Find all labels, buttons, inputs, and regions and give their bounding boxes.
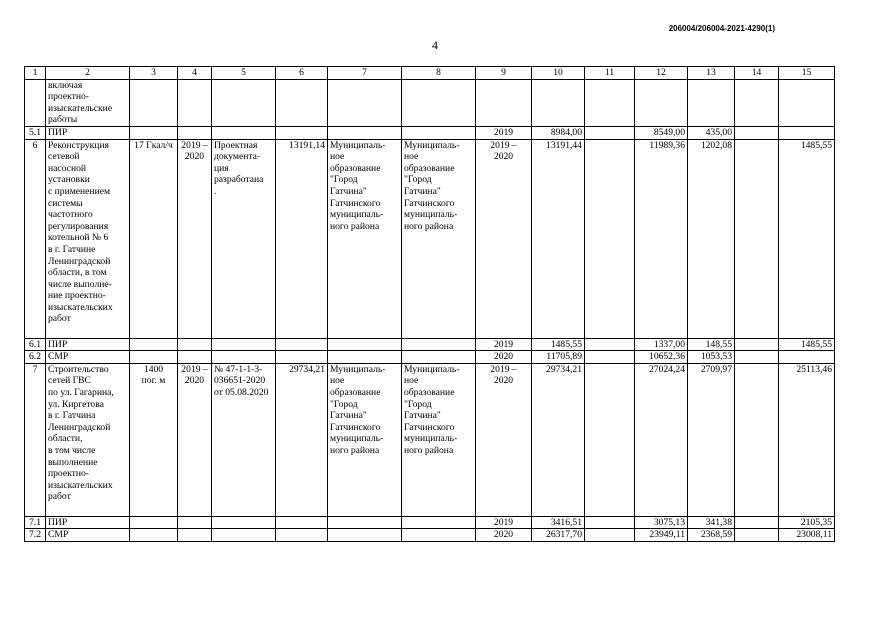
cell-col-11 — [585, 126, 635, 139]
cell-cost: 13191,14 — [276, 139, 328, 338]
cell-customer: Муниципаль- ное образование "Город Гатчина" Гатчинского муниципаль- ного района — [328, 139, 402, 338]
table-row — [25, 338, 835, 351]
cell-cost — [276, 516, 328, 529]
cell-col-11 — [585, 79, 635, 126]
cell-executor — [402, 529, 476, 542]
cell-row-number: 7.2 — [25, 529, 46, 542]
cell-col-11 — [585, 529, 635, 542]
cell-total: 13191,44 — [532, 139, 585, 338]
cell-customer — [328, 79, 402, 126]
cell-work-name: СМР — [46, 351, 130, 364]
cell-col-15: 1485,55 — [779, 139, 835, 338]
cell-customer — [328, 338, 402, 351]
cell-project-doc: Проектная документа- ция разработана . — [212, 139, 276, 338]
cell-work-name: ПИР — [46, 126, 130, 139]
cell-project-doc — [212, 126, 276, 139]
cell-capacity — [130, 351, 178, 364]
cell-period — [178, 126, 212, 139]
cell-year: 2019 – 2020 — [476, 139, 532, 338]
cell-work-name: ПИР — [46, 338, 130, 351]
cell-col-14 — [735, 516, 779, 529]
cell-col-11 — [585, 338, 635, 351]
cell-col-11 — [585, 351, 635, 364]
cell-project-doc — [212, 516, 276, 529]
cell-cost — [276, 351, 328, 364]
cell-col-13: 2368,59 — [688, 529, 735, 542]
cell-period: 2019 – 2020 — [178, 363, 212, 516]
cell-work-name: ПИР — [46, 516, 130, 529]
column-header-9: 9 — [476, 67, 532, 80]
cell-col-15 — [779, 126, 835, 139]
column-header-1: 1 — [25, 67, 46, 80]
cell-col-14 — [735, 126, 779, 139]
cell-project-doc — [212, 79, 276, 126]
column-header-6: 6 — [276, 67, 328, 80]
column-header-8: 8 — [402, 67, 476, 80]
cell-col-12: 11989,36 — [635, 139, 688, 338]
cell-col-12 — [635, 79, 688, 126]
table-row — [25, 351, 835, 364]
cell-period — [178, 529, 212, 542]
cell-executor — [402, 516, 476, 529]
cell-year: 2019 — [476, 338, 532, 351]
cell-col-13: 435,00 — [688, 126, 735, 139]
cell-col-13: 1202,08 — [688, 139, 735, 338]
cell-customer: Муниципаль- ное образование "Город Гатчина" Гатчинского муниципаль- ного района — [328, 363, 402, 516]
column-header-13: 13 — [688, 67, 735, 80]
column-header-15: 15 — [779, 67, 835, 80]
cell-project-doc — [212, 338, 276, 351]
cell-total: 29734,21 — [532, 363, 585, 516]
cell-capacity: 17 Гкал/ч — [130, 139, 178, 338]
cell-capacity — [130, 529, 178, 542]
column-header-14: 14 — [735, 67, 779, 80]
cell-total: 26317,70 — [532, 529, 585, 542]
cell-cost — [276, 529, 328, 542]
cell-col-13: 1053,53 — [688, 351, 735, 364]
cell-capacity — [130, 79, 178, 126]
cell-capacity: 1400 пог. м — [130, 363, 178, 516]
column-header-5: 5 — [212, 67, 276, 80]
cell-col-12: 23949,11 — [635, 529, 688, 542]
cell-period — [178, 79, 212, 126]
cell-row-number — [25, 79, 46, 126]
cell-col-12: 10652,36 — [635, 351, 688, 364]
cell-col-11 — [585, 139, 635, 338]
cell-year: 2020 — [476, 529, 532, 542]
cell-col-11 — [585, 516, 635, 529]
cell-period — [178, 351, 212, 364]
cell-work-name: Реконструкция сетевой насосной установки с применением системы частотного регулирования котельной № 6 в г. Гатчине Ленинградской области, в том числе выполне- ние проектно- изыскательских работ — [46, 139, 130, 338]
cell-col-12: 3075,13 — [635, 516, 688, 529]
investment-table — [24, 66, 835, 542]
cell-total: 8984,00 — [532, 126, 585, 139]
cell-col-14 — [735, 139, 779, 338]
column-header-2: 2 — [46, 67, 130, 80]
cell-col-14 — [735, 529, 779, 542]
cell-executor: Муниципаль- ное образование "Город Гатчина" Гатчинского муниципаль- ного района — [402, 363, 476, 516]
cell-col-15 — [779, 351, 835, 364]
cell-col-15 — [779, 79, 835, 126]
cell-cost — [276, 126, 328, 139]
cell-year: 2019 — [476, 516, 532, 529]
cell-period: 2019 – 2020 — [178, 139, 212, 338]
cell-executor — [402, 351, 476, 364]
table-row — [25, 516, 835, 529]
table-row — [25, 79, 835, 126]
cell-col-15: 1485,55 — [779, 338, 835, 351]
cell-cost — [276, 338, 328, 351]
column-header-4: 4 — [178, 67, 212, 80]
column-header-12: 12 — [635, 67, 688, 80]
cell-project-doc — [212, 351, 276, 364]
cell-project-doc — [212, 529, 276, 542]
cell-year: 2020 — [476, 351, 532, 364]
cell-col-11 — [585, 363, 635, 516]
cell-customer — [328, 351, 402, 364]
table-row — [25, 139, 835, 338]
column-header-7: 7 — [328, 67, 402, 80]
cell-total: 11705,89 — [532, 351, 585, 364]
page-number: 4 — [432, 38, 438, 52]
cell-executor — [402, 126, 476, 139]
cell-row-number: 7 — [25, 363, 46, 516]
cell-row-number: 6 — [25, 139, 46, 338]
cell-customer — [328, 529, 402, 542]
cell-col-15: 25113,46 — [779, 363, 835, 516]
cell-row-number: 6.1 — [25, 338, 46, 351]
cell-project-doc: № 47-1-1-3- 036651-2020 от 05.08.2020 — [212, 363, 276, 516]
cell-executor: Муниципаль- ное образование "Город Гатчина" Гатчинского муниципаль- ного района — [402, 139, 476, 338]
cell-capacity — [130, 126, 178, 139]
cell-col-15: 23008,11 — [779, 529, 835, 542]
cell-work-name: Строительство сетей ГВС по ул. Гагарина, ул. Киргетова в г. Гатчина Ленинградской области, в том числе выполнение проектно- изыскательских работ — [46, 363, 130, 516]
column-header-10: 10 — [532, 67, 585, 80]
column-header-3: 3 — [130, 67, 178, 80]
cell-col-12: 8549,00 — [635, 126, 688, 139]
cell-col-14 — [735, 338, 779, 351]
cell-cost: 29734,21 — [276, 363, 328, 516]
cell-period — [178, 516, 212, 529]
cell-col-13 — [688, 79, 735, 126]
cell-col-15: 2105,35 — [779, 516, 835, 529]
cell-total: 1485,55 — [532, 338, 585, 351]
cell-col-14 — [735, 351, 779, 364]
header-row — [25, 67, 835, 80]
table-row — [25, 126, 835, 139]
cell-work-name: СМР — [46, 529, 130, 542]
cell-customer — [328, 516, 402, 529]
cell-row-number: 7.1 — [25, 516, 46, 529]
cell-total — [532, 79, 585, 126]
cell-col-13: 148,55 — [688, 338, 735, 351]
cell-row-number: 6.2 — [25, 351, 46, 364]
cell-col-13: 341,38 — [688, 516, 735, 529]
cell-year: 2019 – 2020 — [476, 363, 532, 516]
cell-period — [178, 338, 212, 351]
cell-executor — [402, 79, 476, 126]
cell-year — [476, 79, 532, 126]
document-code: 206004/206004-2021-4290(1) — [668, 24, 775, 33]
cell-col-13: 2709,97 — [688, 363, 735, 516]
cell-col-12: 27024,24 — [635, 363, 688, 516]
cell-capacity — [130, 338, 178, 351]
cell-col-12: 1337,00 — [635, 338, 688, 351]
cell-col-14 — [735, 363, 779, 516]
cell-customer — [328, 126, 402, 139]
table-row — [25, 529, 835, 542]
cell-row-number: 5.1 — [25, 126, 46, 139]
table-row — [25, 363, 835, 516]
cell-total: 3416,51 — [532, 516, 585, 529]
cell-executor — [402, 338, 476, 351]
cell-col-14 — [735, 79, 779, 126]
cell-work-name: включая проектно- изыскательские работы — [46, 79, 130, 126]
cell-cost — [276, 79, 328, 126]
column-header-11: 11 — [585, 67, 635, 80]
cell-capacity — [130, 516, 178, 529]
cell-year: 2019 — [476, 126, 532, 139]
